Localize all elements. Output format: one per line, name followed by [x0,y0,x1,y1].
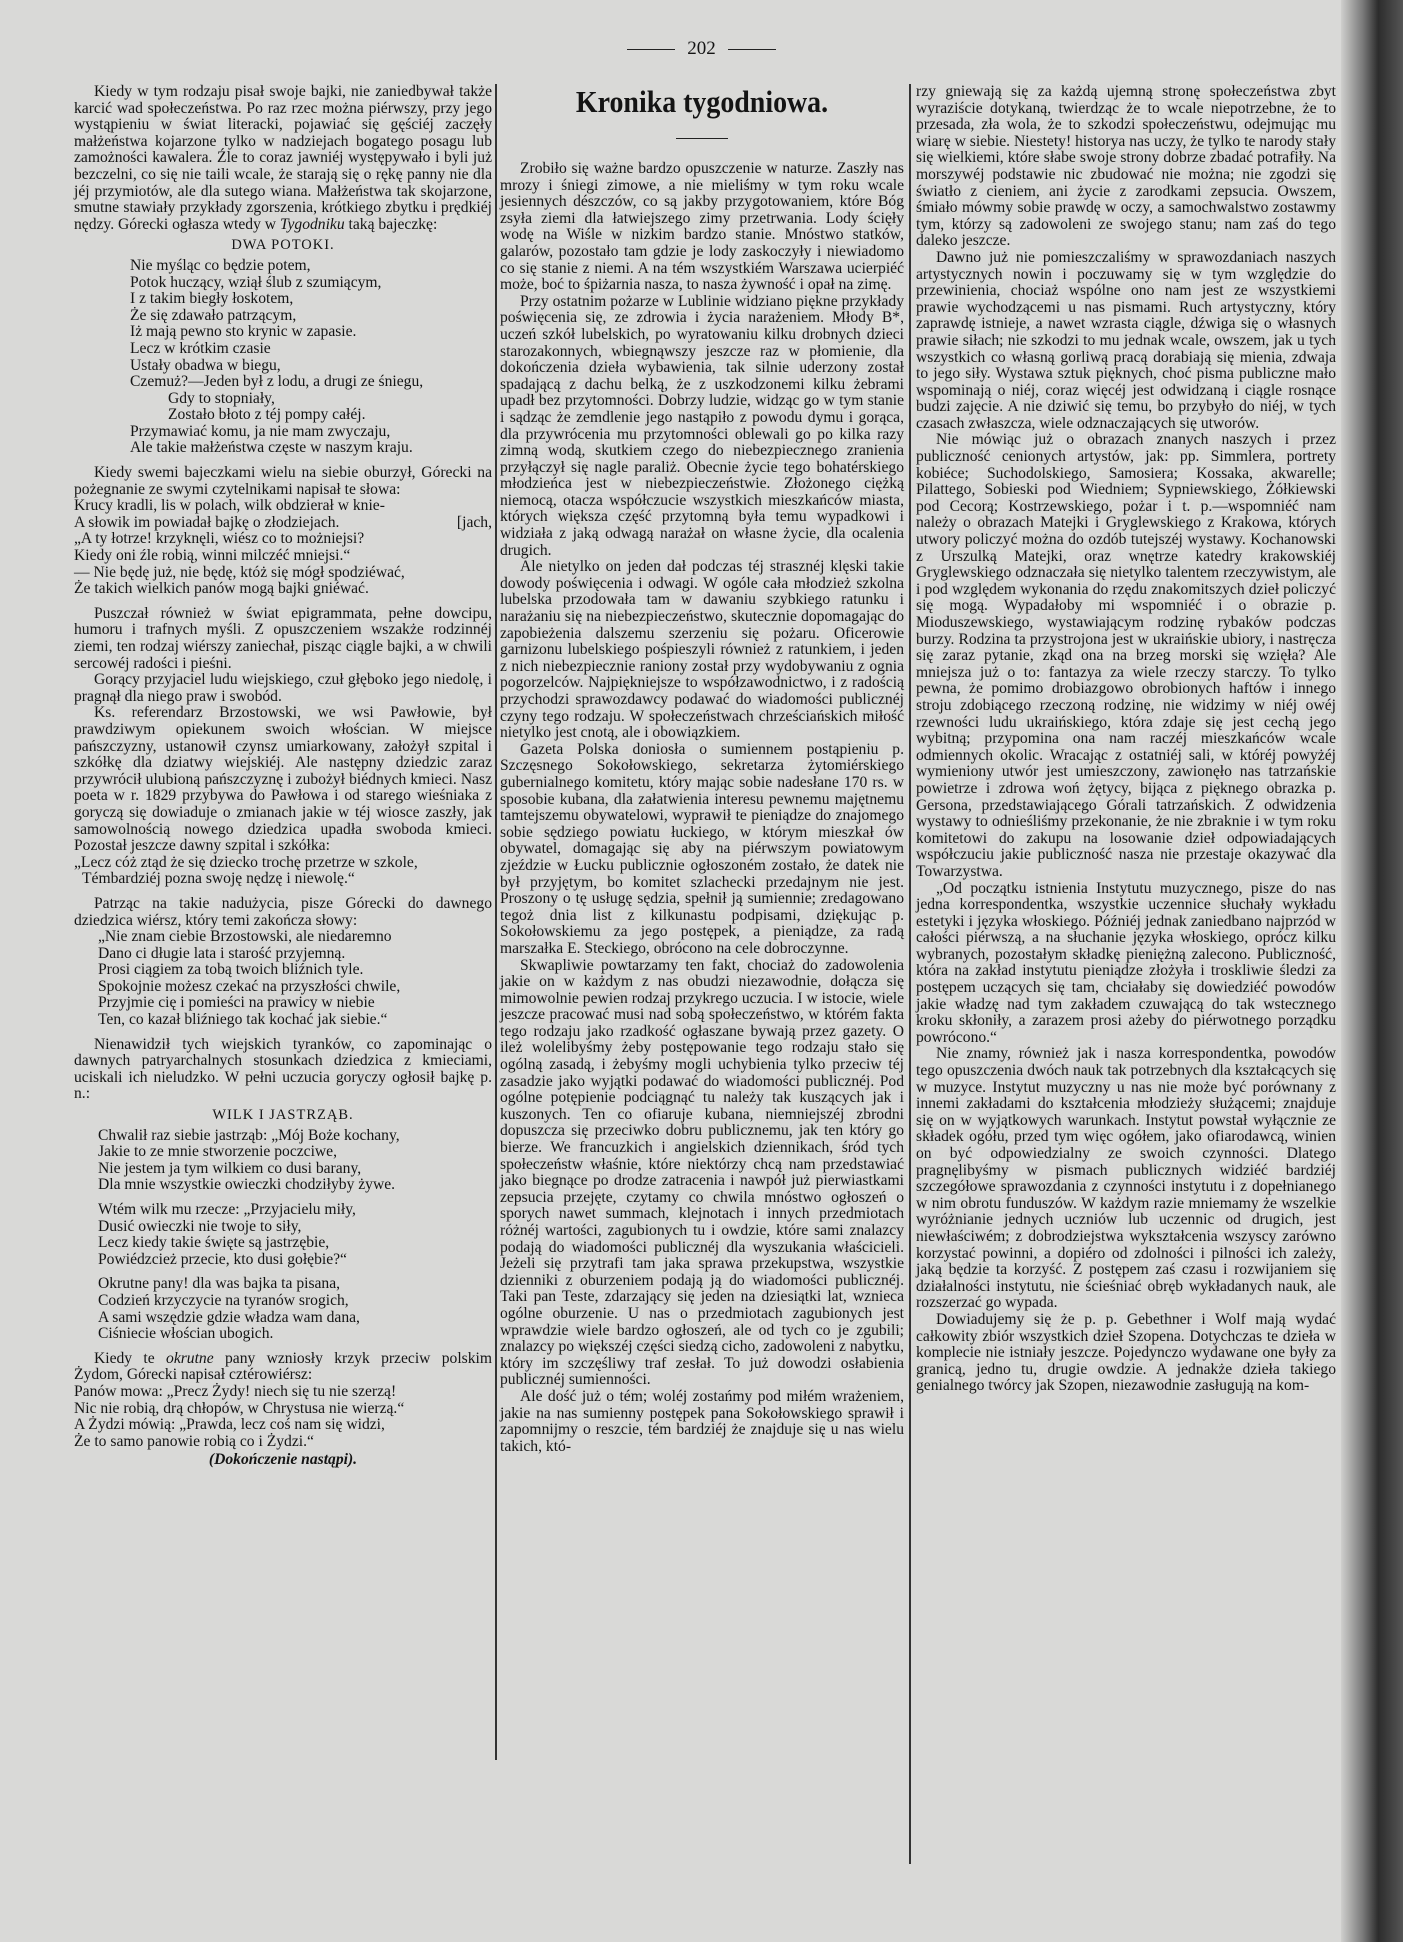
section-title: Kronika tygodniowa. [575,84,829,119]
paragraph: „Od początku istnienia Instytutu muzycznego, pisze do nas jedna korrespondentka, wszystkie uczennice słuchały wykładu estetyki i języka włoskiego. Późniéj jednak zaniedbano najprzód w całości piérwszą, a na słuchanie języka włoskiego, oprócz kilku wybranych, pozostałym składkę pieniężną zalecono. Publiczność, która na zakład instytutu pieniądze złożyła i troskliwie śledzi za postępem uczących się tam, chciałaby się dowiedziéć powodów jakie władzę nad tym zakładem czuwającą do tak wstecznego kroku skłoniły, a zarazem prosi ażeby do piérwotnego porządku powrócono.“ [916,879,1336,1046]
verse-line [74,515,492,532]
verse-line: Wtém wilk mu rzecze: „Przyjacielu miły, [98,1201,356,1218]
verse-line: Codzień krzyczycie na tyranów srogich, [98,1291,349,1309]
paragraph: Dowiadujemy się że p. p. Gebethner i Wolf mają wydać całkowity zbiór wszystkich dzieł Szopena. Dotychczas te dzieła w komplecie nie istniały jeszcze. Pojedynczo wydawane one były za granicą, jedno tu, drugie owdzie. A jednakże dzieła takiego genialnego twórcy jak Szopen, niezawodnie zasługują na kom- [916,1310,1336,1395]
verse-line: Prosi ciągiem za tobą twoich bliźnich tyle. [98,961,364,979]
paragraph: Ale nietylko on jeden dał podczas téj strasznéj klęski takie dowody poświęcenia i odwagi. W ogóle cała młodzież szkolna lubelska przodowała tam w dawaniu szybkiego ratunku i narażaniu się na niebezpieczeństwo, skutecznie dopomagając do zapobieżenia dalszemu szerzeniu się pożaru. Oficerowie garnizonu lubelskiego pośpieszyli również z ratunkiem, i jeden z nich niebezpiecznie raniony został przy wydobywaniu z ognia pogorzelców. Najpiękniejsze to współzawodnictwo, i z radością przychodzi sprawozdawcy podawać do wiadomości publicznéj czyny tego rodzaju. W społeczeństwach chrześciańskich miłość nietylko jest cnotą, ale i obowiązkiem. [500,558,904,742]
paragraph: Gazeta Polska doniosła o sumiennem postąpieniu p. Szczęsnego Sokołowskiego, sekretarza żytomiérskiego gubernialnego komitetu, który mając sobie nadesłane 170 rs. w sposobie kubana, dla załatwienia interesu pewnemu majętnemu tamtejszemu obywatelowi, wyprawił te pieniądze do znajomego sobie sędziego powiatu łuckiego, w którym mieszkał ów obywatel, domagając się aby na piérwszym powiatowym zjeździe w Łucku publicznie ogłoszoném zostało, że datek nie był przyjętym, bo komitet szlachecki przedajnym nie jest. Proszony o tę usługę sędzia, spełnił ją sumiennie; zredagowano tegoż dnia list z kilkunastu podpisami, dziękując p. Sokołowskiemu za jego postępek, a pieniądze, za radą marszałka E. Steckiego, obrócono na cele dobroczynne. [500,740,904,957]
column-2 [500,84,904,1455]
verse-line: Krucy kradli, lis w polach, wilk obdzierał w knie- [74,497,385,515]
paragraph: Ale dość już o tém; woléj zostańmy pod miłém wrażeniem, jakie na nas sumienny postępek pana Sokołowskiego sprawił i zapomnijmy o reszcie, tém bardziéj że znajduje się u nas wielu takich, któ- [500,1387,904,1455]
verse-line: Przyjmie cię i pomieści na prawicy w niebie [98,994,375,1012]
verse-line: Nie jestem ja tym wilkiem co dusi barany, [98,1159,362,1177]
paragraph: Skwapliwie powtarzamy ten fakt, chociaż do zadowolenia jakie on w każdym z nas obudzi niezawodnie, dołącza się mimowolnie pewien rodzaj przykrego uczucia. I w istocie, wiele jeszcze pracować musi nad sobą społeczeństwo, w którém fakta tego rodzaju jako rzadkość ogłaszane bywają przez gazety. O ileż wolelibyśmy żeby postępowanie tego rodzaju stało się ogólną zasadą, i żebyśmy mogli uchybienia tylko przeciw téj zasadzie jako wyjątki podawać do wiadomości publicznéj. Pod ogólne potępienie podciągnąć tu należy tak kuszących jak i kuszonych. Ten co ofiaruje kubana, niemniejszéj zbrodni dopuszcza się przeciwko dobru publicznemu, jak ten który go bierze. We francuzkich i angielskich dziennikach, śród tych społeczeństw właśnie, które niektórzy chcą nam przedstawiać jako biegnące po drodze zatracenia i nawpół już pierwiastkami zepsucia przejęte, czytamy co chwila mnóstwo ogłoszeń o sporych nawet summach, klejnotach i innych przedmiotach różnéj wartości, zagubionych tu i owdzie, które sami znalazcy podają do wiadomości publicznéj dla wyszukania właścicieli. Jeżeli się przytrafi tam jaka sprawa przekupstwa, wszystkie dzienniki z oburzeniem podają ją do wiadomości publicznéj. Taki pan Teste, zdarzający się jeden na dziesiątki lat, wznieca ogólne oburzenie. U nas o przedmiotach zagubionych jest wprawdzie wiele bardzo ogłoszeń, ale od tych co je zgubili; znalazcy po większéj części siedzą cicho, zadowoleni z nabytku, który im szczęśliwy traf zesłał. To już dowodzi osłabienia publicznéj sumienności. [500,956,904,1389]
title-divider [676,138,728,139]
italic-text: okrutne [166,1349,214,1367]
paragraph: Zrobiło się ważne bardzo opuszczenie w naturze. Zaszły nas mrozy i śniegi zimowe, a nie mieliśmy w tym roku wcale jesiennych dészczów, co są jakby przygotowaniem, które Bóg zsyła ziemi dla łatwiejszego zimy przetrwania. Lody ścięły wodę na Wiśle w nizkim bardzo stanie. Mnóstwo statków, galarów, pozostało tam gdzie je lody zaskoczyły i niewiadomo co się stanie z niemi. A na tém wszystkiém Warszawa ucierpiéć może, boć to śpiżarnia nasza, to nasza żywność i opał na zimę. [500,160,904,294]
verse-line: I z takim biegły łoskotem, [130,290,294,308]
text: Kiedy te [94,1349,167,1367]
verse-line: Zostało błoto z téj pompy całéj. [168,406,366,424]
verse-line: Dusić owieczki nie twoje to siły, [98,1217,302,1235]
verse-line: Lecz w krótkim czasie [130,339,271,357]
paragraph: Przy ostatnim pożarze w Lublinie widziano piękne przykłady poświęcenia się, ze zdrowia i życia narażeniem. Młody B*, uczeń szkół lubelskich, po wyratowaniu kilku drobnych dzieci starozakonnych, wbiegnąwszy jeszcze raz w płomienie, dla dokończenia dzieła wybawienia, tak silnie uderzony został spadającą z dachu belką, że z uszkodzonemi kilku żebrami upadł bez przytomności. Dobrzy ludzie, widząc go w tym stanie i sądząc że zemdlenie jego nastąpiło z powodu dymu i gorąca, dla przywrócenia mu przytomności oblewali go po kilka razy zimną wodą, skutkiem czego do niebezpiecznego zranienia przyłączył się nagle paraliż. Obecnie życie tego bohatérskiego młodzieńca jest w niebezpieczeństwie. Złożonego ciężką niemocą, otacza współczucie wszystkich mieszkańców miasta, których większa część przytomną była temu wypadkowi i widziała z jaką odwagą narażał on własne życie, dla ocalenia drugich. [500,292,904,559]
verse-line: Kiedy oni źle robią, winni milczéć mniejsi.“ [74,547,351,565]
verse-line: Panów mowa: „Precz Żydy! niech się tu nie szerzą! [74,1382,397,1400]
paragraph: Puszczał również w świat epigrammata, pełne dowcipu, humoru i trafnych myśli. Z opuszczeniem wszakże rodzinnéj ziemi, ten rodzaj wiérszy zaniechał, pisząc ciągle bajki, a w chwili sercowéj radości i pieśni. [74,604,492,672]
verse-line: Ten, co kazał bliźniego tak kochać jak siebie.“ [98,1011,388,1029]
verse-line: Nie myśląc co będzie potem, [130,256,311,274]
verse-line: Iż mają pewno sto krynic w zapasie. [130,323,357,341]
verse-line: Spokojnie możesz czekać na przyszłości chwile, [98,977,401,995]
column-3 [916,84,1336,1395]
text: Kiedy w tym rodzaju pisał swoje bajki, nie zaniedbywał także karcić wad społeczeństwa. Po raz rzec można piérwszy, przy jego wystąpieniu w świat literacki, pojawiać się gęściéj zaczęły małżeństwa kojarzone tylko w nadziejach bogatego posagu lub zamożności kawalera. Źle to coraz jawniéj występywało i byli już bezczelni, co się nie taili wcale, że starają się o rękę panny nie dla jéj przymiotów, ale dla sutego wiana. Małżeństwa tak skojarzone, smutne stawiały przykłady zgorszenia, krótkiego zbytku i prędkiéj nędzy. Górecki ogłasza wtedy w [74,83,492,233]
verse [74,929,492,1029]
text: A słowik im powiadał bajkę o złodziejach. [74,513,340,531]
verse [74,1384,492,1450]
verse-line: Czemuż?—Jeden był z lodu, a drugi ze śniegu, [130,373,424,391]
verse-line: Potok huczący, wziął ślub z szumiącym, [130,273,382,291]
verse-line: Lecz kiedy takie święte są jastrzębie, [98,1234,330,1252]
quote [74,855,492,888]
verse-line: Że się zdawało patrzącym, [130,306,297,324]
paragraph: Ks. referendarz Brzostowski, we wsi Pawłowie, był prawdziwym opiekunem swoich włościan. W miejsce pańszczyzny, ustanowił czynsz umiarkowany, założył szpital i szkółkę dla dziatwy wiejskiéj. Ale następny dziedzic zaraz przywrócił ulubioną pańszczyznę i zubożył biédnych kmieci. Nasz poeta w r. 1829 przybywa do Pawłowa i od starego wieśniaka z goryczą się dowiaduje o zmianach jakie w téj wiosce zaszły, jak samowolnością nowego dziedzica upadła swoboda kmieci. Pozostał jeszcze dawny szpital i szkółka: [74,704,492,855]
paragraph: Patrząc na takie nadużycia, pisze Górecki do dawnego dziedzica wiérsz, który temi zakończa słowy: [74,894,492,929]
verse-line: Jakie to ze mnie stworzenie poczciwe, [98,1143,338,1161]
poem-title: WILK I JASTRZĄB. [212,1107,354,1124]
verse-line: Dla mnie wszystkie owieczki chodziłyby żywe. [98,1176,396,1194]
verse-line: Że takich wielkich panów mogą bajki gniéwać. [74,580,369,598]
divider [728,49,776,50]
poem [74,1128,492,1343]
paragraph [74,84,492,233]
verse-line: Ale takie małżeństwa częste w naszym kraju. [130,439,413,457]
column-1 [74,84,492,1469]
verse-line: „A ty łotrze! krzyknęli, wiész co to możniejsi? [74,530,365,548]
column-rule [495,84,497,1760]
verse-line: Okrutne pany! dla was bajka ta pisana, [98,1275,341,1293]
verse-line: „Lecz cóż ztąd że się dziecko trochę przetrze w szkole, [74,853,418,871]
verse-line: Przymawiać komu, ja nie mam zwyczaju, [130,422,391,440]
page-number-text: 202 [687,38,716,59]
paragraph [74,1351,492,1384]
poem [74,258,492,457]
verse-line: A Żydzi mówią: „Prawda, lecz coś nam się widzi, [74,1416,385,1434]
verse-line: Témbardziéj pozna swoję nędzę i niewolę.“ [82,870,355,888]
text: pany wzniosły krzyk przeciw polskim Żydom, Górecki napisał cztérowiérsz: [74,1349,492,1384]
adjacent-page-edge [1341,0,1403,1942]
text: taką bajeczkę: [344,215,438,233]
verse-line: Nic nie robią, drą chłopów, w Chrystusa nie wierzą.“ [74,1399,405,1417]
paragraph: Nie mówiąc już o obrazach znanych naszych i przez publiczność cenionych artystów, jak: pp. Simmlera, portrety kobiéce; Suchodolskiego, Samosiera; Kossaka, akwarelle; Pilattego, Sobieski pod Wiedniem; Sypniewskiego, Żółkiewski pod Cecorą; Kostrzewskiego, pożar i t. p.—wspomniéć nam należy o obrazach Matejki i Gryglewskiego z Krakowa, których utwory policzyć można do ozdób tutejszéj wystawy. Kochanowski z Urszulką Matejki, oraz wnętrze katedry krakowskiéj Gryglewskiego odznaczała się nietylko talentem rzeczywistym, ale i pod względem wykonania do rzędu znakomitszych dzieł policzyć się mogą. Wypadałoby mi wspomniéć i o obrazie p. Mioduszewskiego, wystawiającym rodzinę rybaków podczas burzy. Rodzina ta przystrojona jest w ukraińskie ubiory, i nastręcza się zaraz pytanie, zkąd ona na brzeg morski się wzięła? Ale mniejsza już o to: fantazya za wiele rzeczy starczy. To tylko pewna, że pomimo drobiazgowo obrobionych haftów i innego stroju zdobiącego rzeczoną rodzinę, nie widzimy w niéj owéj rzewności ludu ukraińskiego, która zdaje się jest cechą jego wybitną; przypomina ona nam raczéj mieszkańców wcale odmiennych okolic. Wracając z ostatniéj sali, w któréj powyżéj wymieniony utwór jest umieszczony, zawionęło nas tatrzańskie powietrze i zdrowa woń żętycy, bijąca z pięknego obrazka p. Gersona, przedstawiającego Górali tatrzańskich. Z odwidzenia wystawy to odnieśliśmy przekonanie, że nie zbraknie i w tym roku komitetowi do zakupu na losowanie dzieł odpowiadających współczuciu jakie publiczność nasza nie przestaje okazywać dla Towarzystwa. [916,431,1336,880]
divider [627,49,675,50]
paragraph: Gorący przyjaciel ludu wiejskiego, czuł głęboko jego niedolę, i pragnął dla niego praw i swobód. [74,671,492,705]
italic-text: Tygodniku [279,215,345,233]
verse-line: Chwalił raz siebie jastrząb: „Mój Boże kochany, [98,1126,400,1144]
verse-line: Powiédzcież przecie, kto dusi gołębie?“ [98,1250,347,1268]
paragraph: Nienawidził tych wiejskich tyranków, co zapominając o dawnych patryarchalnych stosunkach dziedzica z kmieciami, uciskali ich nieludzko. W pełni uczucia goryczy ogłosił bajkę p. n.: [74,1035,492,1103]
page-number [0,38,1403,60]
paragraph: Kiedy swemi bajeczkami wielu na siebie oburzył, Górecki na pożegnanie ze swymi czytelnikami napisał te słowa: [74,464,492,498]
paragraph: rzy gniewają się za każdą ujemną stronę społeczeństwa zbyt wyraziście dotykaną, twierdząc że to wcale niepotrzebne, że to przesada, zła wola, że to szkodzi społeczeństwu, odejmując mu wiarę w siebie. Niestety! historya nas uczy, że tylko te narody stały się wielkiemi, które słabe swoje strony dobrze zbadać potrafiły. Na morszywéj podstawie nic zbudować nie można; nie zgodzi się światło z cieniem, ani życie z zarodkami zepsucia. Owszem, śmiało mówmy sobie prawdę w oczy, a samochwalstwo zostawmy tym, którzy są zadowoleni ze swojego stanu; nam zaś do tego daleko jeszcze. [916,83,1336,250]
verse-line: Gdy to stopniały, [168,389,275,407]
poem-title: DWA POTOKI. [231,237,335,254]
verse-line: — Nie będę już, nie będę, któż się mógł spodziéwać, [74,563,405,581]
column-rule [909,84,911,1864]
verse [74,498,492,598]
paragraph: Nie znamy, również jak i nasza korrespondentka, powodów tego opuszczenia dwóch nauk tak potrzebnych dla kształcących się w muzyce. Instytut muzyczny u nas nie może być porównany z innemi zakładami do kształcenia młodzieży służącemi; znajduje się on w wyjątkowych warunkach. Instytut powstał wyłącznie ze składek ogółu, przed tym więc ogółem, jako ofiarodawcą, winien on być odpowiedzialny ze swoich czynności. Dlatego pragnęlibyśmy w pismach publicznych widziéć bardziéj szczegółowe sprawozdania z czynności instytutu i z dopełnianego w nim obrotu funduszów. W każdym razie mniemamy że wszelkie wyróżnianie jednych uczniów lub uczennic od drugich, jest niewłaściwém; z dobrodziejstwa wykształcenia wszyscy zarówno korzystać powinni, a dopiéro od zdolności i pilności ich zależy, jaką będzie ta korzyść. Z postępem zaś czasu i rozwijaniem się działalności instytutu, nie ścieśniać obręb wykładanych nauk, ale rozszerzać go wypada. [916,1045,1336,1312]
verse-line: Ustały obadwa w biegu, [130,356,281,374]
wrapped-fragment: [jach, [456,513,492,531]
verse-line: „Nie znam ciebie Brzostowski, ale niedaremno [98,928,392,946]
verse-line: Że to samo panowie robią co i Żydzi.“ [74,1432,314,1450]
verse-line: Dano ci długie lata i starość przyjemną. [98,944,346,962]
verse-line: A sami wszędzie gdzie władza wam dana, [98,1308,360,1326]
continuation-note: (Dokończenie nastąpi). [208,1451,358,1469]
paragraph: Dawno już nie pomieszczaliśmy w sprawozdaniach naszych artystycznych nowin i poczuwamy się w tym względzie do przewinienia, chociaż wspólne ono nam jest ze wszystkiemi prawie wychodzącemi u nas pismami. Ruch artystyczny, który zaprawdę istnieje, a nawet wzrasta ciągle, dźwiga się o własnych prawie siłach; nie szkodzi to mu jednak wcale, owszem, jak u tych wszystkich co własną gorliwą pracą dorabiają się mienia, zdwaja to jego siły. Wystawa sztuk pięknych, choć pisma publiczne mało wspominają o niéj, coraz więcéj jest odwidzaną i ciągle rosnące budzi zajęcie. A nie dziwić się temu, bo przybyło do niéj, w tych czasach zwłaszcza, wiele odznaczających się utworów. [916,248,1336,432]
verse-line: Ciśniecie włościan ubogich. [98,1325,274,1343]
